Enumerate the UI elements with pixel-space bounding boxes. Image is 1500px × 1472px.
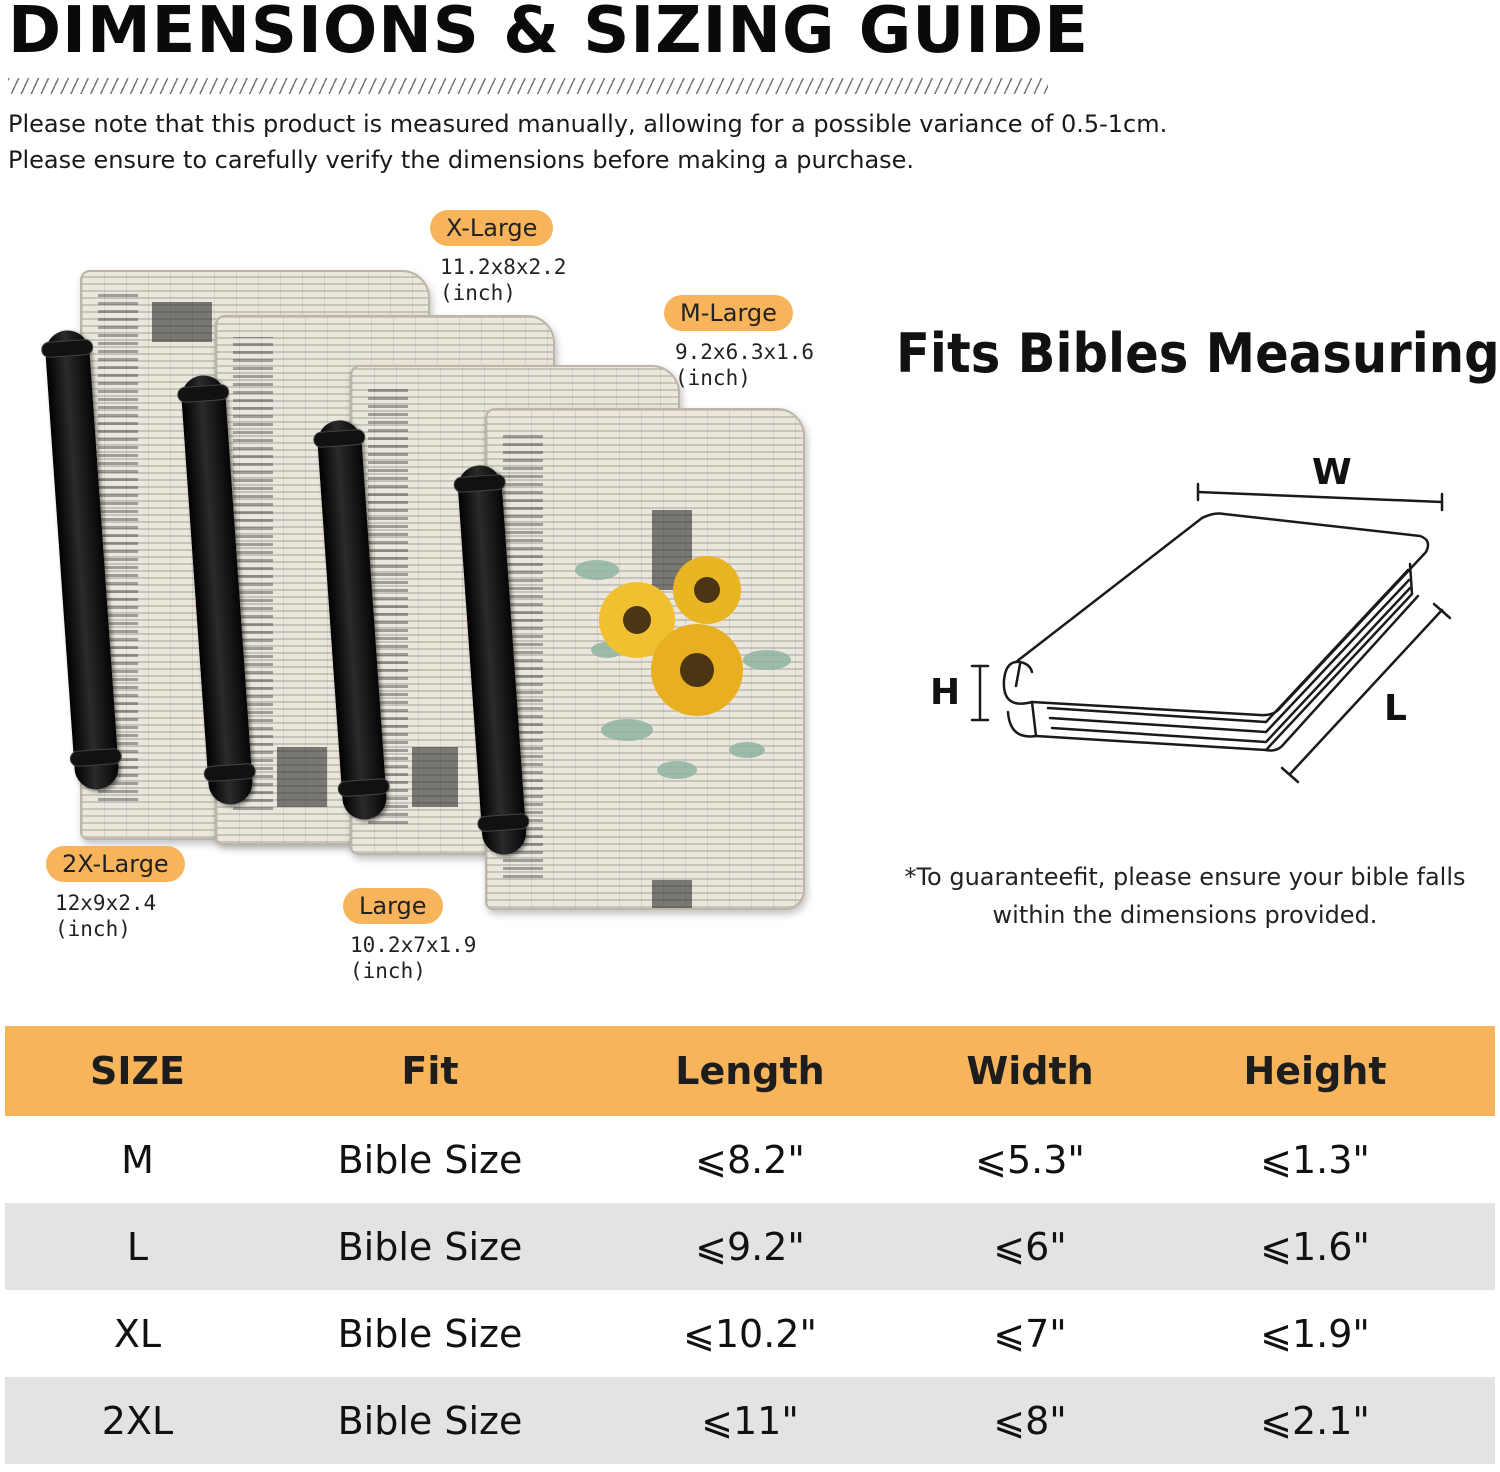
table-row [5, 1377, 1495, 1464]
verify-note: Please ensure to carefully verify the dimensions before making a purchase. [8, 146, 915, 174]
cell-length: ⩽10.2" [683, 1311, 817, 1356]
unit-large: (inch) [350, 959, 426, 983]
header-length: Length [675, 1049, 825, 1093]
cell-height: ⩽1.6" [1260, 1224, 1370, 1269]
cell-width: ⩽7" [993, 1311, 1067, 1356]
cell-width: ⩽5.3" [975, 1137, 1085, 1182]
label-h: H [930, 672, 961, 713]
badge-large: Large [343, 888, 443, 924]
cell-length: ⩽8.2" [695, 1137, 805, 1182]
dims-x-large: 11.2x8x2.2 [440, 255, 567, 279]
hatch-divider [8, 78, 1048, 94]
cell-height: ⩽1.9" [1260, 1311, 1370, 1356]
cell-fit: Bible Size [337, 1311, 523, 1356]
fit-note: *To guaranteefit, please ensure your bible falls [904, 863, 1466, 891]
dims-large: 10.2x7x1.9 [350, 933, 477, 957]
cell-size: XL [113, 1311, 162, 1356]
table-row [5, 1203, 1495, 1290]
fit-note-continued: within the dimensions provided. [992, 901, 1378, 929]
cell-length: ⩽9.2" [695, 1224, 805, 1269]
unit-2x-large: (inch) [55, 917, 131, 941]
label-l: L [1384, 688, 1407, 729]
header-height: Height [1243, 1049, 1387, 1093]
cell-length: ⩽11" [701, 1398, 799, 1443]
cell-fit: Bible Size [337, 1137, 523, 1182]
sunflower-art [567, 510, 805, 810]
book-diagram [920, 440, 1480, 800]
unit-x-large: (inch) [440, 281, 516, 305]
cell-fit: Bible Size [337, 1224, 523, 1269]
fits-heading: Fits Bibles Measuring [896, 322, 1500, 385]
dims-m-large: 9.2x6.3x1.6 [675, 340, 815, 364]
cell-size: 2XL [101, 1398, 174, 1443]
cell-height: ⩽2.1" [1260, 1398, 1370, 1443]
badge-2x-large: 2X-Large [46, 846, 185, 882]
dims-2x-large: 12x9x2.4 [55, 891, 157, 915]
table-row [5, 1116, 1495, 1203]
cell-width: ⩽8" [993, 1398, 1067, 1443]
label-w: W [1312, 452, 1352, 493]
header-width: Width [966, 1049, 1094, 1093]
badge-m-large: M-Large [664, 295, 793, 331]
table-row [5, 1290, 1495, 1377]
page-title: DIMENSIONS & SIZING GUIDE [8, 0, 1089, 68]
cell-size: L [126, 1224, 149, 1269]
cell-size: M [121, 1137, 154, 1182]
cell-fit: Bible Size [337, 1398, 523, 1443]
cell-height: ⩽1.3" [1260, 1137, 1370, 1182]
measurement-note: Please note that this product is measured manually, allowing for a possible variance of 0.5-1cm. [8, 110, 1168, 138]
header-size: SIZE [89, 1049, 186, 1093]
size-table [5, 1026, 1495, 1464]
header-fit: Fit [401, 1049, 459, 1093]
cover-m-large [485, 408, 805, 910]
badge-x-large: X-Large [430, 210, 553, 246]
unit-m-large: (inch) [675, 366, 751, 390]
cell-width: ⩽6" [993, 1224, 1067, 1269]
table-header-row [5, 1026, 1495, 1116]
